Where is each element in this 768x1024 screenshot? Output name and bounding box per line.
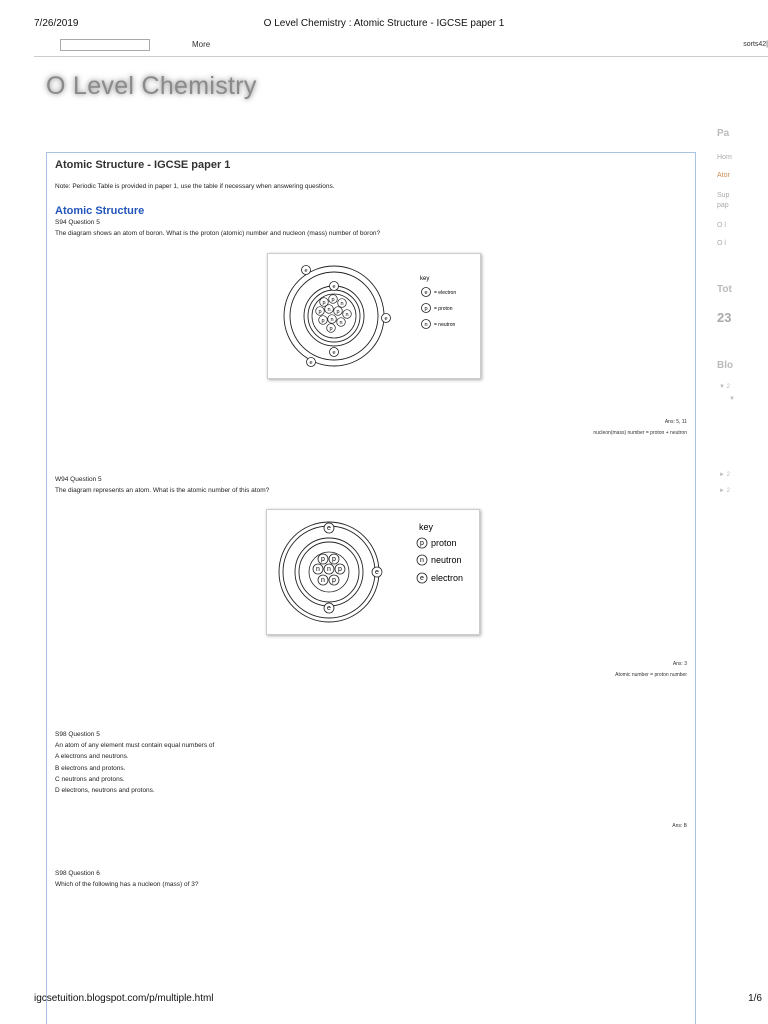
svg-text:n: n: [420, 557, 424, 565]
key-label: = neutron: [434, 322, 456, 328]
svg-text:p: p: [420, 540, 424, 548]
nucleon-p: p: [321, 318, 325, 324]
key-title: key: [419, 522, 434, 532]
option-a: A electrons and neutrons.: [55, 753, 129, 760]
print-page-title: O Level Chemistry : Atomic Structure - IGCSE paper 1: [263, 18, 505, 29]
print-page-number: 1/6: [748, 993, 762, 1004]
total-heading: Tot: [717, 284, 732, 295]
nucleon-n: n: [327, 307, 331, 313]
question-text: An atom of any element must contain equal numbers of: [55, 742, 215, 749]
nucleon-p: p: [332, 556, 336, 564]
nucleon-p: p: [331, 297, 335, 303]
sidebar-link-atomic[interactable]: Ator: [717, 172, 730, 179]
question-label: S94 Question 5: [55, 219, 100, 226]
question-text: The diagram shows an atom of boron. What is the proton (atomic) number and nucleon (mass) number of boron?: [55, 230, 381, 237]
nucleon-p: p: [338, 566, 342, 574]
archive-year-toggle[interactable]: ▼ 2: [719, 384, 730, 390]
nucleon-p: p: [318, 309, 322, 315]
option-d: D electrons, neutrons and protons.: [55, 787, 155, 794]
svg-text:p: p: [424, 306, 428, 312]
option-c: C neutrons and protons.: [55, 776, 125, 783]
print-url: igcsetuition.blogspot.com/p/multiple.html: [34, 993, 214, 1004]
svg-text:e: e: [327, 525, 331, 533]
post-title: Atomic Structure - IGCSE paper 1: [55, 159, 231, 171]
svg-text:e: e: [304, 268, 308, 274]
key-label: = electron: [434, 290, 457, 296]
option-b: B electrons and protons.: [55, 765, 126, 772]
svg-text:n: n: [424, 322, 428, 328]
blog-title[interactable]: O Level Chemistry: [46, 72, 257, 100]
archive-year-toggle[interactable]: ► 2: [719, 472, 730, 478]
question-label: S98 Question 5: [55, 731, 100, 738]
sidebar-link-home[interactable]: Hom: [717, 154, 732, 161]
sidebar-link-olevel-1[interactable]: O l: [717, 222, 726, 229]
diagram-key: [417, 522, 463, 583]
key-label: proton: [431, 538, 457, 548]
nucleon-p: p: [321, 556, 325, 564]
archive-month-toggle[interactable]: ▼: [729, 396, 735, 402]
post-note: Note: Periodic Table is provided in paper 1, use the table if necessary when answering questions.: [55, 183, 335, 190]
nucleon-n: n: [339, 320, 343, 326]
nucleon-p: p: [332, 577, 336, 585]
question-text: The diagram represents an atom. What is the atomic number of this atom?: [55, 487, 270, 494]
navbar: [34, 36, 768, 57]
print-date: 7/26/2019: [34, 18, 79, 29]
svg-text:e: e: [332, 350, 336, 356]
svg-text:e: e: [309, 360, 313, 366]
sidebar-link-paper[interactable]: pap: [717, 202, 729, 209]
pages-heading: Pa: [717, 128, 730, 139]
atom-diagram-lithium: [266, 509, 480, 635]
question-text: Which of the following has a nucleon (mass) of 3?: [55, 881, 199, 888]
answer: Ans: 3: [672, 661, 687, 667]
key-label: neutron: [431, 555, 462, 565]
more-link[interactable]: More: [192, 40, 211, 49]
nucleon-n: n: [316, 566, 320, 574]
svg-text:e: e: [424, 290, 428, 296]
diagram-key: [420, 276, 456, 329]
boron-atom-diagram: [267, 253, 481, 379]
nucleon-n: n: [330, 317, 334, 323]
nucleon-n: n: [340, 301, 344, 307]
post-body: [46, 152, 696, 1024]
answer-explanation: Atomic number = proton number: [615, 672, 687, 678]
svg-text:e: e: [327, 605, 331, 613]
svg-text:e: e: [375, 569, 379, 577]
key-label: electron: [431, 573, 464, 583]
sidebar-link-supplement[interactable]: Sup: [717, 192, 730, 199]
archive-year-toggle[interactable]: ► 2: [719, 488, 730, 494]
search-input[interactable]: [60, 39, 150, 51]
next-blog-link[interactable]: sorts42|: [743, 41, 768, 48]
svg-text:e: e: [384, 316, 388, 322]
nucleon-p: p: [329, 326, 333, 332]
answer: Ans: B: [672, 823, 687, 829]
answer: Ans: 5, 11: [664, 419, 687, 425]
nucleon-p: p: [336, 309, 340, 315]
answer-explanation: nucleon(mass) number = proton + neutron: [593, 430, 687, 436]
svg-text:e: e: [332, 284, 336, 290]
nucleon-n: n: [321, 577, 325, 585]
question-label: W94 Question 5: [55, 476, 102, 483]
key-label: = proton: [434, 306, 453, 312]
sidebar-link-olevel-2[interactable]: O l: [717, 240, 726, 247]
nucleon-p: p: [322, 300, 326, 306]
total-value: 23: [717, 310, 732, 325]
archive-heading: Blo: [717, 360, 734, 371]
key-title: key: [420, 276, 430, 282]
nucleon-n: n: [327, 566, 331, 574]
svg-text:e: e: [420, 575, 424, 583]
nucleon-n: n: [345, 312, 349, 318]
question-label: S98 Question 6: [55, 870, 100, 877]
section-heading: Atomic Structure: [55, 205, 145, 217]
